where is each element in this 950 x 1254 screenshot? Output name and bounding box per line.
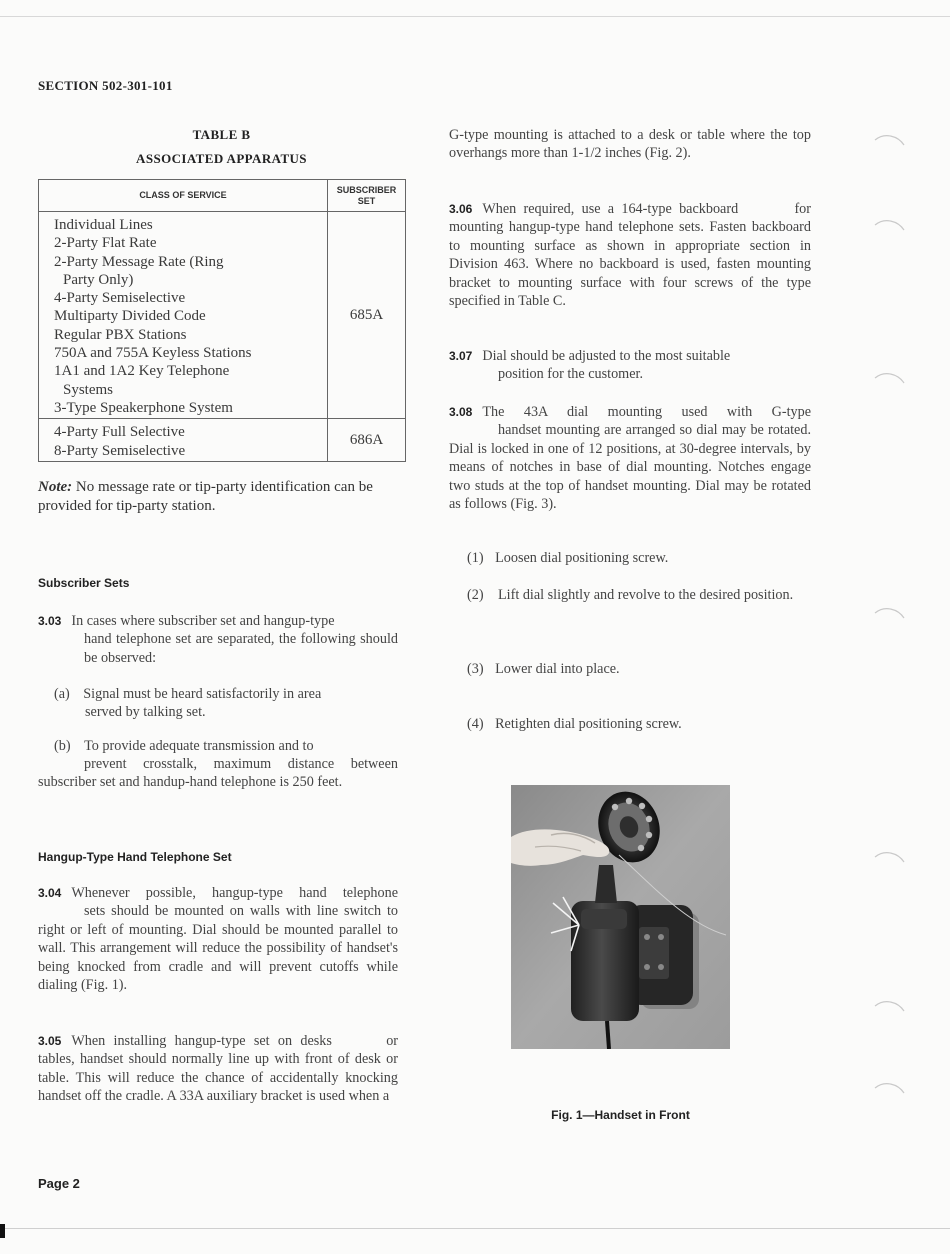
associated-apparatus-table — [38, 179, 406, 462]
scan-mark — [0, 1224, 5, 1238]
table-row — [39, 212, 406, 419]
column-header-class-of-service: CLASS OF SERVICE — [39, 180, 328, 212]
paragraph-body: hand telephone set are separated, the following should be observed: — [84, 631, 398, 666]
paragraph-number: 3.05 — [38, 1034, 62, 1048]
step-label: (2) — [467, 587, 484, 603]
item-label: (b) — [54, 738, 71, 754]
table-title: ASSOCIATED APPARATUS — [136, 151, 307, 166]
service-entry: 8-Party Semiselective — [54, 442, 186, 459]
service-entry: Party Only) — [63, 271, 134, 288]
hangup-heading: Hangup-Type Hand Telephone Set — [38, 850, 232, 864]
service-entry: Regular PBX Stations — [54, 326, 187, 343]
paragraph-number: 3.04 — [38, 886, 62, 900]
paragraph-first-line: Dial should be adjusted to the most suitable — [482, 348, 731, 364]
paragraph-body: position for the customer. — [498, 366, 644, 383]
item-first-line: To provide adequate transmission and to — [84, 738, 314, 754]
service-entry: 2-Party Message Rate (Ring — [54, 253, 224, 270]
subscriber-set-value: 685A — [328, 212, 406, 419]
table-row — [39, 419, 406, 462]
paragraph-number: 3.07 — [449, 349, 473, 363]
step-label: (3) — [467, 661, 484, 677]
step-1 — [467, 549, 811, 567]
paragraph-3-06 — [449, 200, 811, 310]
paragraph-3-08 — [449, 403, 811, 513]
step-text: Lift dial slightly and revolve to the desired position. — [498, 587, 794, 603]
paragraph-3-03 — [38, 612, 398, 667]
step-2 — [467, 586, 811, 604]
item-text: served by talking set. — [85, 704, 206, 721]
table-label: TABLE B — [192, 127, 251, 142]
binder-hole-marks — [870, 0, 950, 1254]
paragraph-body: or tables, handset should normally line up with front of desk or table. This will reduce the chance of accidentally knocking handset off the cradle. A 33A auxiliary bracket is used when a — [38, 1033, 399, 1105]
step-text: Loosen dial positioning screw. — [495, 550, 669, 566]
item-label: (a) — [54, 686, 70, 702]
paragraph-3-04 — [38, 884, 398, 994]
step-label: (1) — [467, 550, 484, 566]
paragraph-body: for mounting hangup-type hand telephone sets. Fasten backboard to mounting surface as shown in appropriate section in Division 463. Where no backboard is used, fasten mounting bracket to mounting surface with four screws of the type specified in Table C. — [449, 201, 811, 310]
service-entry: 1A1 and 1A2 Key Telephone — [54, 363, 230, 380]
service-entry: 750A and 755A Keyless Stations — [54, 345, 252, 362]
step-4 — [467, 715, 811, 733]
paragraph-body: sets should be mounted on walls with line switch to right or left of mounting. Dial should be mounted parallel to wall. This arrangement will reduce the possibility of handset's being knocked from cradle and will prevent cutoffs while dialing (Fig. 1). — [38, 903, 398, 994]
column-header-line: SET — [357, 195, 376, 206]
paragraph-number: 3.08 — [449, 405, 473, 419]
paragraph-body: handset mounting are arranged so dial may be rotated. Dial is locked in one of 12 positions, at 30-degree intervals, by means of notches in base of dial mounting. Notches engage two studs at the top of handset mounting. Dial may be rotated as follows (Fig. 3). — [449, 422, 811, 513]
note-label: Note: — [38, 479, 73, 495]
paragraph-continued: G-type mounting is attached to a desk or table where the top overhangs more than 1-1/2 inches (Fig. 2). — [449, 127, 811, 162]
note-text: No message rate or tip-party identification can be provided for tip-party station. — [38, 479, 373, 514]
service-entry: 4-Party Full Selective — [54, 424, 185, 441]
paragraph-3-05 — [38, 1032, 398, 1106]
list-item-b — [54, 737, 398, 755]
paragraph-first-line: When installing hangup-type set on desks — [71, 1033, 332, 1049]
subscriber-sets-heading: Subscriber Sets — [38, 576, 130, 590]
page-number: Page 2 — [38, 1176, 80, 1191]
column-header-subscriber-set — [328, 180, 406, 212]
paragraph-number: 3.03 — [38, 614, 62, 628]
figure-caption: Fig. 1—Handset in Front — [551, 1108, 690, 1122]
paragraph-first-line: Whenever possible, hangup-type hand telephone — [71, 885, 398, 901]
paragraph-text — [38, 630, 398, 667]
service-list — [39, 419, 328, 462]
handset-photo — [511, 785, 730, 1049]
step-3 — [467, 660, 811, 678]
bottom-scan-edge — [0, 1228, 950, 1229]
service-entry: 3-Type Speakerphone System — [54, 399, 233, 416]
service-list — [39, 212, 328, 419]
paragraph-first-line: In cases where subscriber set and hangup-type — [71, 613, 335, 629]
service-entry: Systems — [63, 381, 114, 398]
item-first-line: Signal must be heard satisfactorily in area — [83, 686, 322, 702]
table-header-row — [39, 180, 406, 212]
paragraph-3-07 — [449, 347, 811, 384]
service-entry: Multiparty Divided Code — [54, 308, 206, 325]
table-note — [38, 478, 408, 516]
subscriber-set-value: 686A — [328, 419, 406, 462]
paragraph-number: 3.06 — [449, 202, 473, 216]
list-item-a — [54, 685, 398, 722]
step-text: Retighten dial positioning screw. — [495, 716, 682, 732]
service-entry: Individual Lines — [54, 217, 153, 233]
top-scan-edge — [0, 16, 950, 17]
column-header-line: SUBSCRIBER — [336, 184, 397, 195]
service-entry: 4-Party Semiselective — [54, 290, 186, 307]
service-entry: 2-Party Flat Rate — [54, 235, 157, 252]
list-item-b-continued: prevent crosstalk, maximum distance between subscriber set and handup-hand telephone is 250 feet. — [38, 756, 398, 791]
handset-photo-image — [511, 785, 730, 1049]
section-number: SECTION 502-301-101 — [38, 78, 173, 93]
step-label: (4) — [467, 716, 484, 732]
paragraph-first-line: When required, use a 164-type backboard — [482, 201, 739, 217]
paragraph-first-line: The 43A dial mounting used with G-type — [482, 404, 811, 420]
step-text: Lower dial into place. — [495, 661, 620, 677]
